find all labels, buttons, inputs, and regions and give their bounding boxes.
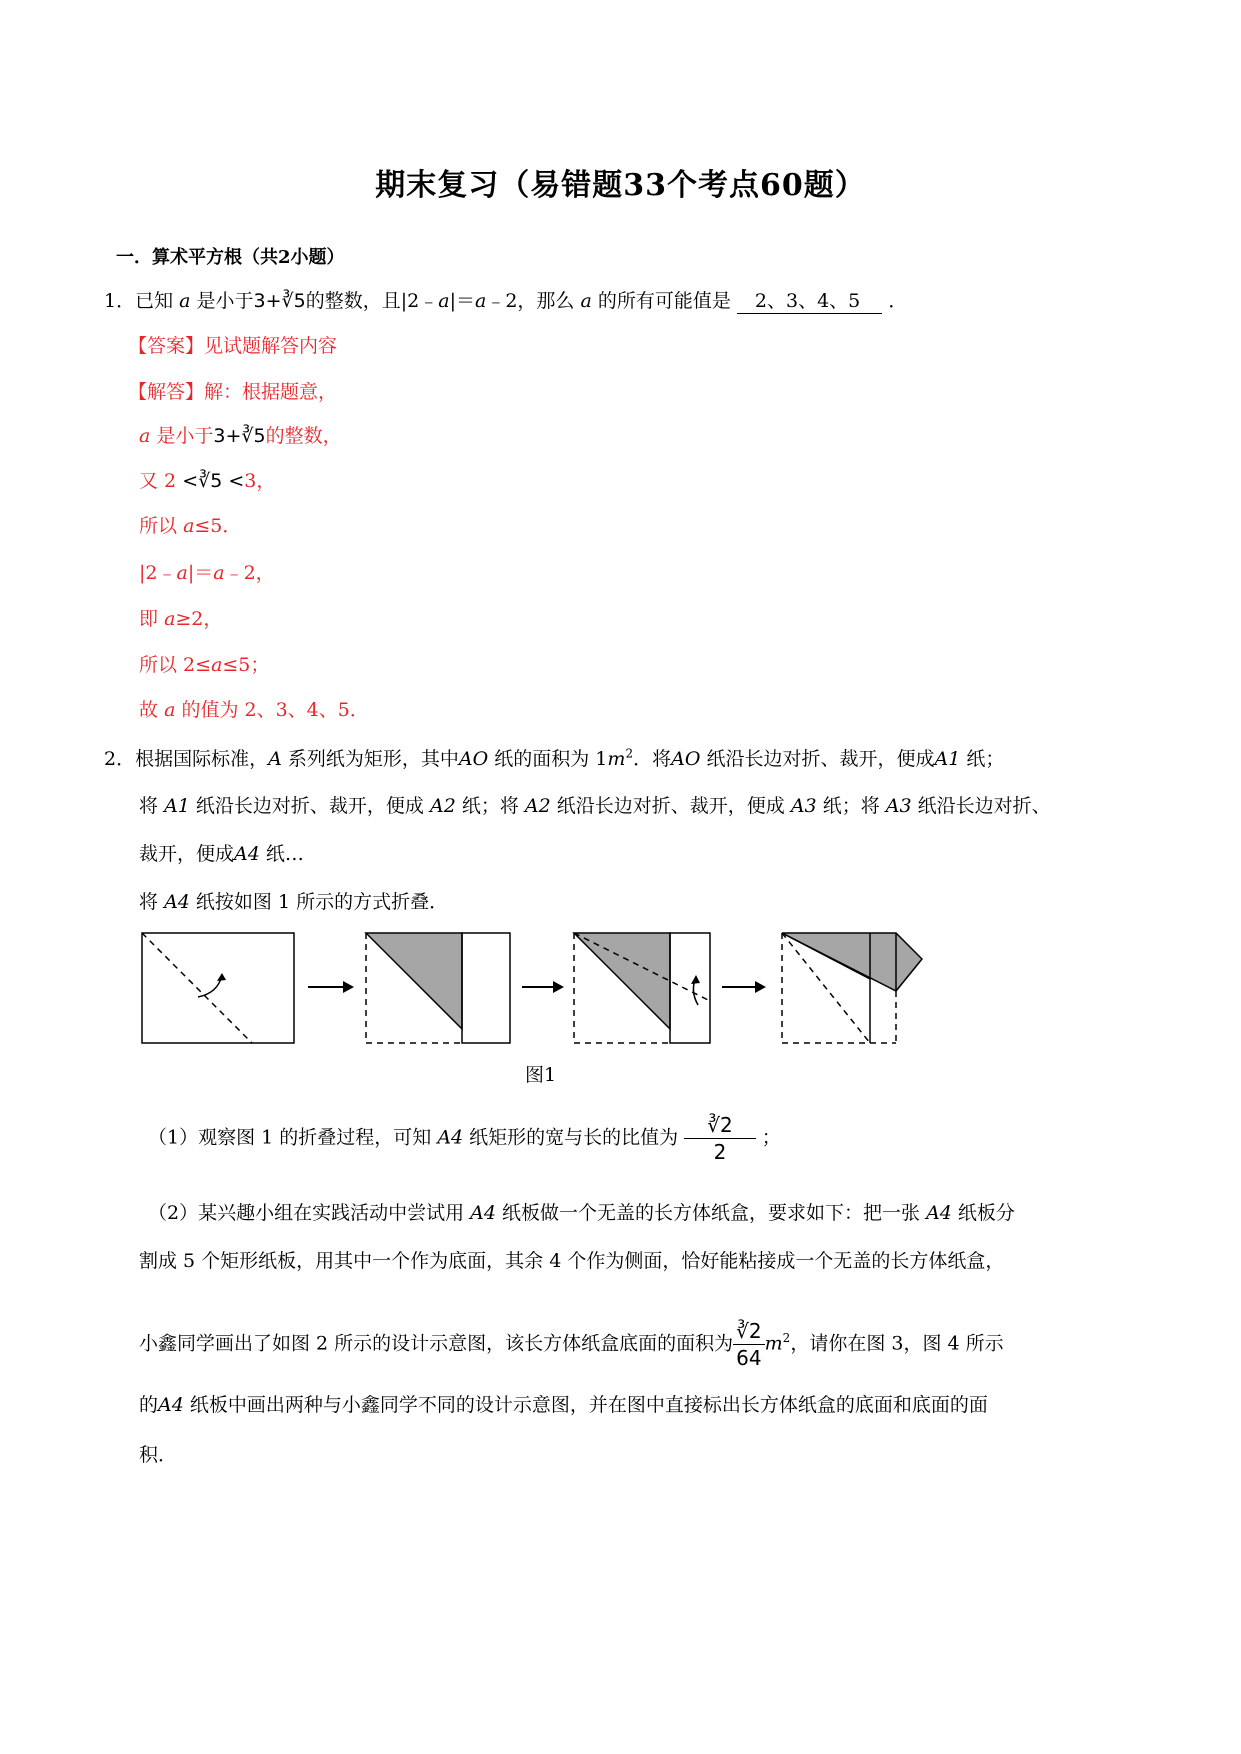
cube-root-inequality: <∛5 < (182, 470, 245, 492)
q2-text: 根据国际标准， (135, 748, 269, 770)
superscript: 2 (782, 1331, 791, 1346)
solution-line (139, 466, 275, 493)
arrow-right-icon (522, 981, 564, 993)
var-A4: A4 (437, 1126, 464, 1149)
solution-text: 故 (139, 699, 159, 721)
var-a: a (179, 290, 191, 312)
q2-text: 纸沿长边对折、裁开，便成 (706, 748, 935, 770)
sub1-text: （1）观察图 1 的折叠过程，可知 (148, 1126, 432, 1149)
page-title: 期末复习（易错题33个考点60题） (375, 168, 866, 203)
var-a: a (213, 562, 225, 584)
sub2-text: ，请你在图 3，图 4 所示 (790, 1332, 1004, 1355)
var-a: a (164, 699, 176, 721)
fold-step-4 (782, 933, 922, 1043)
q1-text: 是小于 (196, 290, 254, 312)
sub-question-1 (148, 1112, 781, 1165)
question-2-line (139, 839, 304, 866)
q2-text: 纸；将 (461, 795, 519, 817)
var-A3: A3 (885, 795, 912, 817)
solution-tag: 【解答】解：根据题意， (128, 381, 338, 403)
area-fraction (733, 1318, 764, 1371)
paper-rectangle (142, 933, 294, 1043)
var-m: m (764, 1332, 783, 1355)
q2-text: ．将 (633, 748, 672, 770)
solution-text: 所以 (139, 515, 178, 537)
fold-arrow-icon (198, 975, 222, 997)
q1-text: 的所有可能值是 (597, 290, 731, 312)
sub-question-2-line (139, 1318, 1004, 1371)
solution-text: |＝ (187, 562, 214, 584)
fraction-denominator: 64 (736, 1346, 762, 1370)
folding-figure (130, 925, 990, 1050)
question-number: 1． (104, 290, 136, 312)
fraction-denominator: 2 (713, 1140, 727, 1164)
var-A2: A2 (524, 795, 551, 817)
q2-text: 裁开，便成 (139, 843, 235, 865)
var-A3: A3 (790, 795, 817, 817)
q2-text: 纸按如图 1 所示的方式折叠． (195, 891, 449, 913)
solution-text: 即 (139, 608, 159, 630)
q1-text: 的整数，且|2﹣ (305, 290, 439, 312)
sub1-text: 纸矩形的宽与长的比值为 (469, 1126, 679, 1149)
cube-root-expression: 3+∛5 (253, 290, 306, 312)
q2-text: 纸； (966, 748, 1005, 770)
fold-step-3 (574, 933, 710, 1043)
sub-question-2-line: 积． (139, 1444, 178, 1466)
q2-text: 纸沿长边对折、 (917, 795, 1051, 817)
var-a: a (438, 290, 450, 312)
sub-question-2-line: 割成 5 个矩形纸板，用其中一个作为底面，其余 4 个作为侧面，恰好能粘接成一个无盖的长方体纸盒， (139, 1250, 1005, 1272)
solution-line (139, 421, 342, 448)
q1-text: 已知 (135, 290, 174, 312)
var-a: a (176, 562, 188, 584)
solution-text: 的值为 2、3、4、5． (181, 699, 369, 721)
var-A4: A4 (926, 1202, 952, 1224)
question-2-line (139, 791, 1051, 818)
var-m: m (607, 748, 626, 770)
q2-text: 纸；将 (822, 795, 880, 817)
sub2-text: 纸板分 (957, 1202, 1015, 1224)
sub1-end: ； (761, 1126, 781, 1149)
var-A4: A4 (158, 1394, 184, 1416)
var-AO: AO (458, 748, 489, 770)
var-a: a (580, 290, 592, 312)
solution-text: 又 2 (139, 470, 177, 492)
arrow-right-icon (722, 981, 766, 993)
solution-text: ﹣2， (224, 562, 275, 584)
var-A1: A1 (934, 748, 961, 770)
sub-question-2-line (148, 1198, 1015, 1225)
var-a: a (475, 290, 487, 312)
var-a: a (183, 515, 195, 537)
q2-text: 纸的面积为 1 (494, 748, 608, 770)
sub2-text: 纸板中画出两种与小鑫同学不同的设计示意图，并在图中直接标出长方体纸盒的底面和底面的面 (189, 1394, 988, 1416)
arrow-right-icon (308, 981, 354, 993)
solution-line (139, 604, 222, 631)
answer-blank (737, 286, 882, 314)
var-A4: A4 (164, 891, 190, 913)
solution-text: ≥2， (175, 608, 223, 630)
var-A4: A4 (470, 1202, 496, 1224)
solution-line (139, 511, 241, 538)
var-A4: A4 (234, 843, 260, 865)
var-a: a (164, 608, 176, 630)
question-number: 2． (104, 748, 136, 770)
q2-text: 纸沿长边对折、裁开，便成 (556, 795, 785, 817)
q2-text: 纸… (265, 843, 304, 865)
var-A1: A1 (164, 795, 190, 817)
solution-text: 3， (244, 470, 276, 492)
q1-text: ﹣2，那么 (486, 290, 575, 312)
q2-text: 纸沿长边对折、裁开，便成 (195, 795, 424, 817)
answer-text: 2、3、4、5 (754, 290, 861, 312)
q2-text: 将 (139, 795, 159, 817)
superscript: 2 (625, 746, 634, 761)
solution-text: 是小于 (156, 425, 214, 447)
q2-text: 系列纸为矩形，其中 (287, 748, 459, 770)
solution-text: 的整数， (265, 425, 342, 447)
question-2-line (139, 887, 448, 914)
solution-text: |2﹣ (139, 562, 177, 584)
solution-line (139, 558, 275, 585)
q2-text: 将 (139, 891, 159, 913)
var-a: a (139, 425, 151, 447)
var-A: A (268, 748, 282, 770)
cube-root-expression: 3+∛5 (213, 425, 266, 447)
sub2-text: 小鑫同学画出了如图 2 所示的设计示意图，该长方体纸盒底面的面积为 (139, 1332, 734, 1355)
sub2-text: 的 (139, 1394, 159, 1416)
solution-text: ≤5； (222, 654, 270, 676)
figure-caption: 图1 (525, 1064, 557, 1086)
sub-question-2-line (139, 1390, 988, 1417)
sub2-text: （2）某兴趣小组在实践活动中尝试用 (148, 1202, 465, 1224)
question-2-line (104, 744, 1004, 771)
solution-line (139, 695, 369, 722)
section-heading: 一．算术平方根（共2小题） (116, 247, 345, 268)
solution-text: ≤5． (194, 515, 242, 537)
question-1 (104, 286, 907, 314)
q1-end: ． (888, 290, 908, 312)
solution-line (139, 650, 269, 677)
answer-tag: 【答案】见试题解答内容 (128, 335, 338, 357)
var-a: a (211, 654, 223, 676)
fold-step-2 (366, 933, 510, 1043)
answer-fraction (704, 1112, 735, 1165)
fraction-numerator: ∛2 (733, 1318, 764, 1345)
var-AO: AO (671, 748, 701, 770)
q1-text: |＝ (449, 290, 475, 312)
var-A2: A2 (429, 795, 456, 817)
fraction-numerator: ∛2 (704, 1112, 735, 1139)
solution-text: 所以 2≤ (139, 654, 212, 676)
sub2-text: 纸板做一个无盖的长方体纸盒，要求如下：把一张 (502, 1202, 921, 1224)
fold-line (142, 933, 252, 1043)
